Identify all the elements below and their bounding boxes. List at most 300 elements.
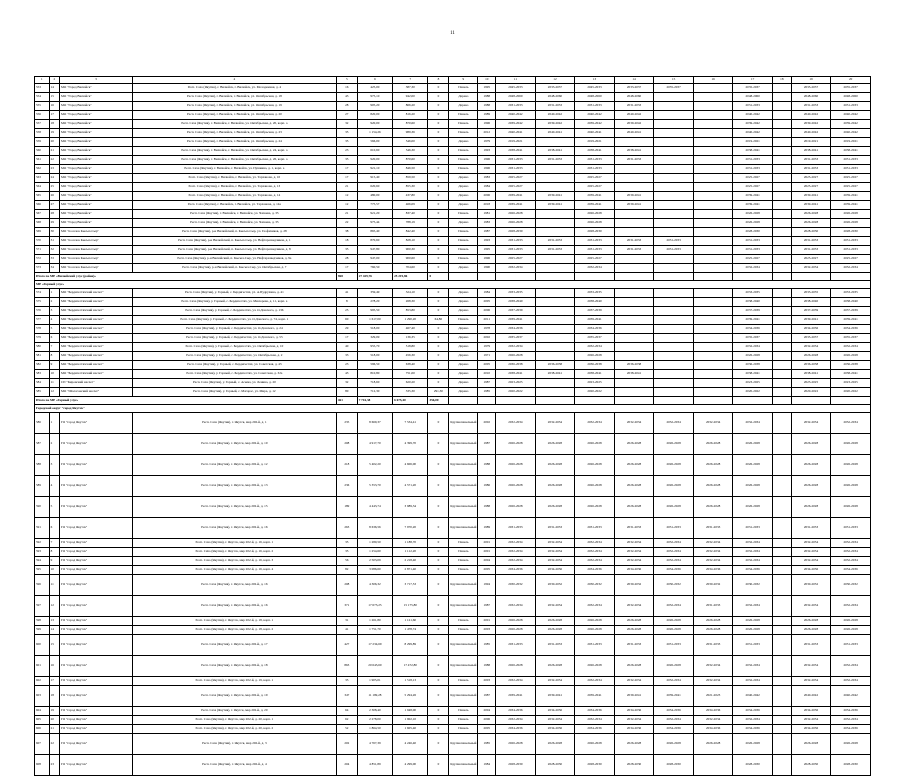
table-cell: 2037-2039 (733, 307, 773, 316)
table-cell: 2039-2041 (575, 316, 615, 325)
table-cell: МО "Город Вилюйск" (59, 201, 132, 210)
table-cell: 2032-2034 (496, 557, 536, 566)
table-cell: 2032-2034 (496, 413, 536, 434)
table-cell: Крупнопанельный (449, 734, 478, 755)
table-cell: МО "Город Вилюйск" (59, 120, 132, 129)
table-cell (693, 219, 733, 228)
table-cell: 17 (336, 165, 357, 174)
table-cell: 2030-2032 (654, 575, 694, 596)
table-cell: 41 (336, 626, 357, 635)
table-cell: 5 294,26 (393, 686, 428, 707)
table-cell: 2039-2042 (614, 120, 654, 129)
table-cell: 2040-2042 (535, 111, 575, 120)
table-cell (693, 264, 733, 273)
table-row (35, 388, 871, 397)
table-cell (535, 228, 575, 237)
table-cell: 593 (35, 548, 50, 557)
table-cell: 2018 (478, 201, 496, 210)
table-cell (614, 352, 654, 361)
table-cell: 2039-2041 (614, 201, 654, 210)
table-cell: 2026-2028 (693, 734, 733, 755)
table-cell: 2033-2035 (496, 289, 536, 298)
table-cell: 2034-2036 (733, 725, 773, 734)
table-cell: 760,50 (357, 264, 392, 273)
table-cell (772, 626, 791, 635)
table-row (35, 434, 871, 455)
table-cell: Дерево (449, 343, 478, 352)
table-cell: 2026-2028 (733, 497, 773, 518)
table-cell: Респ. Саха (Якутия), г. Вилюйск, г. Вилюйск, ул. Октябрьская, д. 20, корп. а (132, 120, 336, 129)
table-cell: 583 (35, 370, 50, 379)
table-cell (654, 210, 694, 219)
table-cell: 571 (35, 246, 50, 255)
table-cell: 64 (336, 707, 357, 716)
table-cell: 2039-2041 (496, 686, 536, 707)
table-cell: 718,60 (357, 379, 392, 388)
table-cell: 2034-2036 (791, 707, 831, 716)
table-cell: 4 (49, 316, 59, 325)
table-cell: 0 (428, 548, 449, 557)
table-cell: 1987 (478, 434, 496, 455)
table-cell: 2034-2036 (733, 566, 773, 575)
table-cell: 2026-2028 (575, 210, 615, 219)
table-cell: 592 (35, 539, 50, 548)
subtotal-cell (575, 273, 615, 281)
table-cell: 0 (428, 626, 449, 635)
table-row (35, 156, 871, 165)
table-cell (654, 219, 694, 228)
table-cell: 2031-2033 (733, 635, 773, 656)
table-cell: 595 (35, 566, 50, 575)
table-cell: 27 (49, 201, 59, 210)
table-cell: МО "Город Вилюйск" (59, 102, 132, 111)
table-cell: 0 (428, 201, 449, 210)
table-cell (772, 617, 791, 626)
table-cell: 0 (428, 413, 449, 434)
table-cell: 2035-2037 (733, 84, 773, 93)
table-cell: 2034-2036 (535, 707, 575, 716)
table-row (35, 370, 871, 379)
table-cell: 2021-2023 (693, 686, 733, 707)
table-cell (535, 343, 575, 352)
table-cell: 2031-2033 (614, 635, 654, 656)
table-cell: 2019-2021 (496, 138, 536, 147)
table-cell: 4 851,89 (357, 755, 392, 776)
table-cell: 1985 (478, 635, 496, 656)
table-cell (693, 255, 733, 264)
table-cell: 591 (35, 518, 50, 539)
table-cell: 975,10 (357, 93, 392, 102)
table-cell: МО "Бердигестяхский наслег" (59, 334, 132, 343)
table-cell: 2 (49, 434, 59, 455)
table-cell: 23 (49, 755, 59, 776)
table-cell: 2032-2034 (791, 656, 831, 677)
table-cell: 2026-2028 (496, 352, 536, 361)
table-cell: 2032-2034 (733, 557, 773, 566)
table-cell: 2034-2036 (733, 707, 773, 716)
table-cell: 2032-2034 (654, 677, 694, 686)
table-cell: 2031-2033 (614, 246, 654, 255)
table-cell: 2031-2033 (575, 246, 615, 255)
table-row (35, 120, 871, 129)
table-cell: 2028-2030 (733, 228, 773, 237)
table-cell: 561 (35, 156, 50, 165)
table-cell (654, 183, 694, 192)
table-cell: Респ. Саха (Якутия), г. Якутск, мкр 202-й, д. 16 (132, 596, 336, 617)
table-cell (772, 165, 791, 174)
section-header-row (35, 281, 871, 289)
table-cell: 1988 (478, 497, 496, 518)
table-cell: 236 (336, 476, 357, 497)
table-cell: 2026-2028 (535, 626, 575, 635)
table-cell: 22 (49, 156, 59, 165)
table-cell: 2026-2028 (693, 617, 733, 626)
table-cell: 0 (428, 210, 449, 219)
table-cell: 2028-2030 (791, 755, 831, 776)
table-cell (693, 307, 733, 316)
table-cell: 2032-2034 (791, 596, 831, 617)
table-cell: 2031-2033 (575, 156, 615, 165)
table-cell: 2026-2028 (496, 656, 536, 677)
table-cell: 17 234,69 (357, 635, 392, 656)
table-cell: 4 (49, 476, 59, 497)
table-cell: 2006 (478, 307, 496, 316)
table-cell: 2001 (478, 617, 496, 626)
table-cell: 2035-2037 (791, 334, 831, 343)
table-cell (535, 174, 575, 183)
section-title: Городской округ "город Якутск" (35, 405, 871, 413)
table-cell: 19 (49, 129, 59, 138)
table-cell: 2031-2033 (831, 102, 871, 111)
table-cell (772, 343, 791, 352)
table-cell: 2026-2028 (733, 434, 773, 455)
table-cell: 2038-2041 (791, 370, 831, 379)
table-cell (772, 635, 791, 656)
table-cell: 2005 (478, 725, 496, 734)
table-cell: 2048-2060 (733, 93, 773, 102)
table-cell: 8 636,56 (357, 518, 392, 539)
table-cell (772, 138, 791, 147)
table-row (35, 677, 871, 686)
table-cell: 2034-2036 (496, 566, 536, 575)
table-cell: 2026-2028 (496, 219, 536, 228)
table-cell: 2034-2036 (791, 325, 831, 334)
table-cell: 2032-2034 (535, 596, 575, 617)
table-cell: 4 917,70 (357, 434, 392, 455)
table-cell: 2040-2042 (791, 686, 831, 707)
table-cell: 33 (49, 255, 59, 264)
table-cell: 2037-2039 (496, 307, 536, 316)
table-cell: 1993 (478, 147, 496, 156)
table-cell: 2031-2033 (614, 156, 654, 165)
table-cell: 9 (49, 557, 59, 566)
table-cell: Респ. Саха (Якутия), г. Вилюйск, г. Вилюйск, ул. Октябрьская, д. 18 (132, 93, 336, 102)
table-cell: 572 (35, 255, 50, 264)
table-cell: 80 (336, 388, 357, 397)
table-cell: 2025-2027 (733, 255, 773, 264)
table-cell: 2031-2033 (733, 518, 773, 539)
table-cell (693, 120, 733, 129)
table-cell: 2026-2028 (496, 617, 536, 626)
table-cell: 0 (428, 518, 449, 539)
table-cell: 10 (49, 370, 59, 379)
table-cell: 2048-2060 (614, 93, 654, 102)
table-cell: 2032-2034 (791, 343, 831, 352)
subtotal-cell (733, 397, 773, 405)
subtotal-cell (693, 273, 733, 281)
table-cell (654, 325, 694, 334)
table-cell: Дерево (449, 388, 478, 397)
table-row (35, 379, 871, 388)
table-cell: 2033-2037 (614, 84, 654, 93)
table-cell: 0 (428, 755, 449, 776)
table-cell: 2048-2060 (496, 93, 536, 102)
table-cell: 2026-2028 (654, 626, 694, 635)
table-cell: 7 (49, 539, 59, 548)
table-cell: Респ. Саха (Якутия), у. Горный, с. Магарас, ул. Мира, д. 12 (132, 388, 336, 397)
table-cell: 2034-2036 (614, 566, 654, 575)
table-cell (614, 325, 654, 334)
table-cell: ГО "город Якутск" (59, 413, 132, 434)
page-number: 11 (450, 31, 455, 36)
table-cell (772, 147, 791, 156)
table-cell: 2034-2036 (831, 325, 871, 334)
table-cell: 2038-2041 (575, 370, 615, 379)
table-cell: 2026-2028 (535, 434, 575, 455)
table-cell: 582 (35, 361, 50, 370)
table-cell (614, 264, 654, 273)
table-cell: МО "Город Вилюйск" (59, 210, 132, 219)
table-cell: 2025-2027 (733, 183, 773, 192)
table-cell: 2032-2034 (575, 548, 615, 557)
subtotal-cell (614, 273, 654, 281)
subtotal-cell (654, 273, 694, 281)
table-cell: 21 (336, 183, 357, 192)
table-cell: Респ. Саха (Якутия), г. Якутск, мкр 202-й, д. 10 (132, 434, 336, 455)
table-cell: 2031-2033 (733, 246, 773, 255)
table-cell (654, 165, 694, 174)
subtotal-cell (831, 273, 871, 281)
table-cell: 842,40 (393, 228, 428, 237)
table-cell: 2025-2027 (496, 183, 536, 192)
table-cell: Респ. Саха (Якутия), г. Вилюйск, г. Вилюйск, ул. Молодежная, д. 4 (132, 84, 336, 93)
table-cell: 2032-2034 (791, 264, 831, 273)
table-cell (772, 307, 791, 316)
table-cell: Респ. Саха (Якутия), г. Якутск, мкр 202-й, д. 13 (132, 476, 336, 497)
table-cell: 810,80 (357, 370, 392, 379)
table-cell (614, 388, 654, 397)
table-cell: 2026-2028 (831, 352, 871, 361)
table-cell (693, 246, 733, 255)
table-cell: 7 970,20 (393, 518, 428, 539)
subtotal-cell (535, 397, 575, 405)
table-cell: 2031-2033 (614, 237, 654, 246)
table-cell (772, 228, 791, 237)
table-cell (535, 307, 575, 316)
table-cell: МО "Бердигестяхский наслег" (59, 325, 132, 334)
table-cell: 568 (35, 219, 50, 228)
table-cell (614, 165, 654, 174)
table-cell: 2025-2027 (575, 255, 615, 264)
table-cell: 2032-2034 (693, 677, 733, 686)
table-cell: 2006 (478, 192, 496, 201)
table-cell (772, 183, 791, 192)
table-cell: Респ. Саха (Якутия), г. Вилюйск, г. Вилюйск, ул. Тарханова, д. 14а (132, 201, 336, 210)
table-cell: 596,50 (357, 361, 392, 370)
table-cell: 2031-2033 (535, 635, 575, 656)
table-cell: 2011 (478, 316, 496, 325)
table-cell: 2040-2042 (831, 111, 871, 120)
subtotal-cell (449, 273, 478, 281)
table-cell: 2 218,40 (393, 557, 428, 566)
table-cell: 555 (35, 102, 50, 111)
table-cell: ГО "город Якутск" (59, 575, 132, 596)
table-cell: МО "Бердигестяхский наслег" (59, 370, 132, 379)
table-cell: 2 503,09 (357, 557, 392, 566)
subtotal-cell: 461 (336, 397, 357, 405)
table-cell: 9 (49, 361, 59, 370)
table-cell: 27 (336, 111, 357, 120)
table-cell: Панель (449, 707, 478, 716)
table-cell: 2026-2028 (614, 434, 654, 455)
table-cell: 20 643,60 (357, 656, 392, 677)
table-cell: 2031-2033 (535, 246, 575, 255)
table-cell: 2026-2028 (535, 455, 575, 476)
table-cell: 2026-2028 (831, 617, 871, 626)
table-cell: 0 (428, 289, 449, 298)
table-cell: 25 (49, 183, 59, 192)
subtotal-cell: 6 675,40 (393, 397, 428, 405)
table-cell: 2040-2042 (496, 111, 536, 120)
table-cell: 2032-2034 (575, 413, 615, 434)
table-row (35, 566, 871, 575)
table-cell: 2001 (478, 539, 496, 548)
table-cell: 43 (336, 93, 357, 102)
table-cell: 17 (49, 677, 59, 686)
table-cell: 2005 (478, 566, 496, 575)
table-cell: 2032-2034 (831, 264, 871, 273)
table-cell: МО "Город Вилюйск" (59, 84, 132, 93)
table-cell: 2039-2041 (496, 316, 536, 325)
table-cell: 2038-2041 (535, 147, 575, 156)
table-cell (614, 255, 654, 264)
table-cell: 204 (336, 755, 357, 776)
table-cell: 586 (35, 413, 50, 434)
table-cell: 2026-2028 (575, 734, 615, 755)
subtotal-cell (496, 273, 536, 281)
table-cell: 2032-2034 (535, 548, 575, 557)
table-cell: 26 (49, 192, 59, 201)
table-cell: Респ. Саха (Якутия), г. Якутск, мкр 202-й, д. 15 (132, 497, 336, 518)
table-cell: 16 (49, 656, 59, 677)
table-row (35, 93, 871, 102)
table-cell: Панель (449, 316, 478, 325)
table-cell: 2032-2034 (575, 264, 615, 273)
subtotal-cell: 25 219,86 (393, 273, 428, 281)
table-cell: 2026-2028 (614, 734, 654, 755)
table-cell: Дерево (449, 192, 478, 201)
table-row (35, 307, 871, 316)
table-cell: 0 (428, 734, 449, 755)
table-cell: 2026-2028 (831, 210, 871, 219)
table-cell: 56 (336, 557, 357, 566)
table-cell: 579 (35, 334, 50, 343)
subtotal-label: Итого по МР «Вилюйский улус (район)» (35, 273, 337, 281)
table-cell: 2048-2060 (535, 93, 575, 102)
table-cell: 1978 (478, 325, 496, 334)
table-cell: Респ. Саха (Якутия), г. Вилюйск, г. Вилюйск, ул. Октябрьская, д. 24 (132, 138, 336, 147)
section-title: МР «Горный улус» (35, 281, 871, 289)
table-cell (654, 129, 694, 138)
table-cell: 0 (428, 111, 449, 120)
table-cell: 2032-2034 (831, 343, 871, 352)
table-cell: 920,00 (357, 156, 392, 165)
table-cell: 6 (49, 518, 59, 539)
table-cell: 2038-2040 (496, 298, 536, 307)
table-cell: Дерево (449, 325, 478, 334)
table-cell: 2023-2025 (831, 379, 871, 388)
table-cell: 2032-2034 (496, 264, 536, 273)
table-cell (772, 716, 791, 725)
table-cell (772, 93, 791, 102)
table-cell: 21 (336, 210, 357, 219)
table-cell: 1985 (478, 388, 496, 397)
table-cell: 2031-2033 (496, 237, 536, 246)
table-cell: 2034-2036 (693, 566, 733, 575)
table-cell (772, 352, 791, 361)
table-cell: 2032-2034 (693, 656, 733, 677)
table-cell: 2012 (478, 129, 496, 138)
subtotal-cell (614, 397, 654, 405)
table-cell: 2034-2036 (575, 566, 615, 575)
table-cell: 0 (428, 147, 449, 156)
table-cell: 853,80 (393, 307, 428, 316)
table-cell: Респ. Саха (Якутия), г. Вилюйск, г. Вилюйск, ул. Чапаева, д. 35 (132, 210, 336, 219)
table-cell: 2040-2042 (733, 129, 773, 138)
table-cell: 2038-2040 (791, 298, 831, 307)
table-cell: 0 (428, 635, 449, 656)
table-cell: 2026-2028 (535, 476, 575, 497)
table-cell: 2026-2028 (496, 734, 536, 755)
table-cell: Респ. Саха (Якутия), у. Горный, с. Бердигестях, ул. О.Донского, д. 136 (132, 307, 336, 316)
table-row (35, 686, 871, 707)
table-cell (654, 228, 694, 237)
table-cell: 2032-2034 (791, 413, 831, 434)
table-cell: 1979 (478, 138, 496, 147)
table-cell: 8 (49, 548, 59, 557)
table-cell: МО "Город Вилюйск" (59, 192, 132, 201)
table-cell: 590 (35, 497, 50, 518)
table-cell: 2026-2028 (654, 497, 694, 518)
table-row (35, 147, 871, 156)
table-cell: 2034-2036 (535, 566, 575, 575)
table-cell (772, 557, 791, 566)
table-cell: 602 (35, 677, 50, 686)
table-cell: Дерево (449, 183, 478, 192)
table-cell: Крупнопанельный (449, 686, 478, 707)
table-cell: 2028-2030 (614, 755, 654, 776)
table-cell: 2039-2041 (733, 316, 773, 325)
table-cell: 2023-2025 (791, 379, 831, 388)
table-cell: 518,00 (357, 325, 392, 334)
table-cell: 2040-2042 (831, 129, 871, 138)
table-cell (772, 361, 791, 370)
table-cell: Респ. Саха (Якутия), г. Якутск, мкр 202-й, д. 18, корп. 2 (132, 626, 336, 635)
table-cell: 870,60 (393, 120, 428, 129)
table-cell: 2030-2032 (496, 575, 536, 596)
table-cell: 218 (336, 455, 357, 476)
table-cell: 0 (428, 156, 449, 165)
